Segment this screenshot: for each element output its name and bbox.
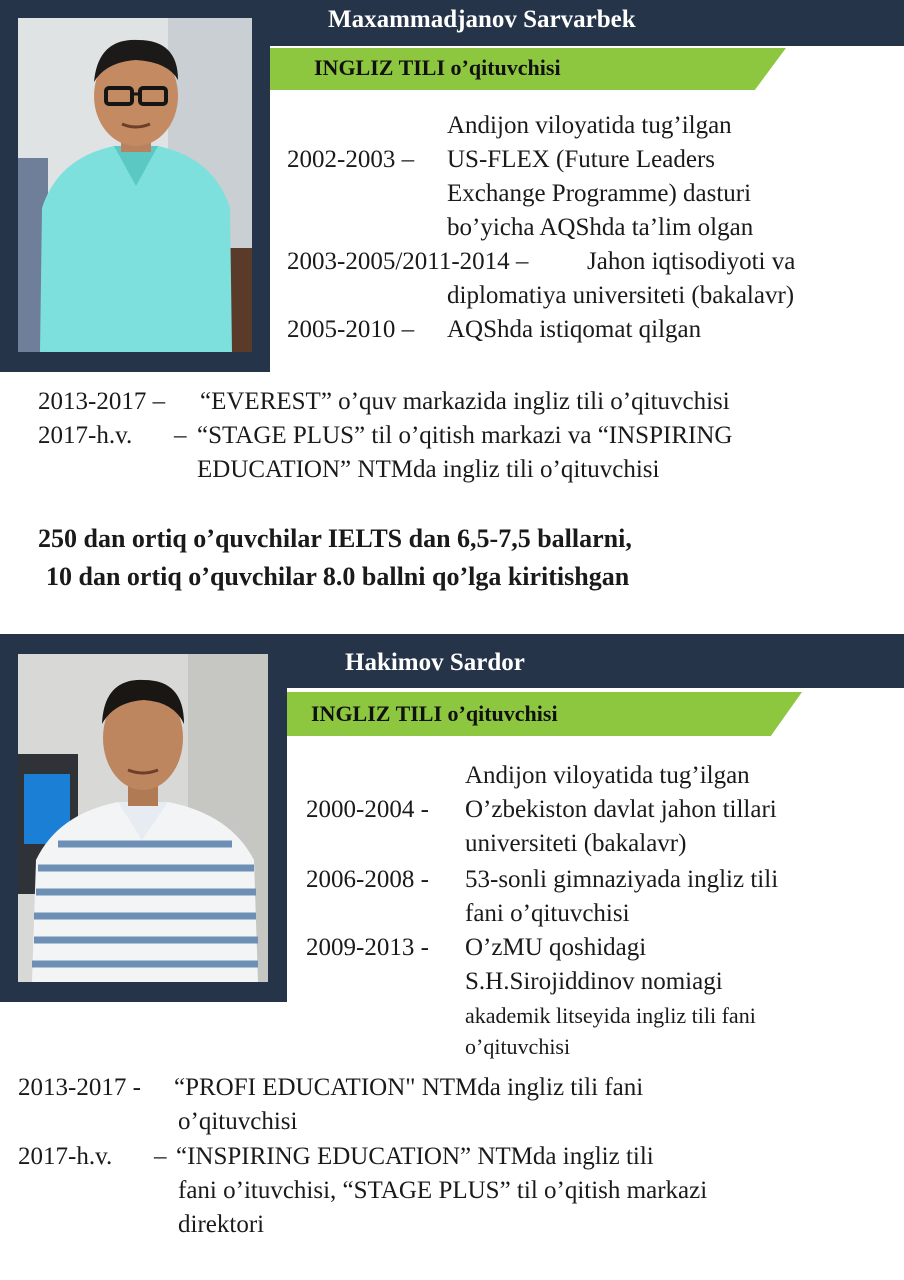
career-line: fani o’ituvchisi, “STAGE PLUS” til o’qitish markazi (178, 1177, 708, 1204)
teacher-photo (18, 18, 252, 352)
bio-line: Andijon viloyatida tug’ilgan (447, 112, 732, 139)
career-line: o’qituvchisi (178, 1108, 298, 1135)
career-year: 2013-2017 - (18, 1074, 141, 1101)
career-year: 2017-h.v. (18, 1143, 113, 1170)
bio-year: 2002-2003 – (287, 146, 415, 173)
bio-year: 2003-2005/2011-2014 – (287, 248, 529, 275)
career-dash: – (174, 422, 187, 449)
career-line: “EVEREST” o’quv markazida ingliz tili o’qituvchisi (200, 388, 730, 415)
bio-year: 2000-2004 - (306, 796, 429, 823)
bio-line: O’zbekiston davlat jahon tillari (465, 796, 777, 823)
bio-line: diplomatiya universiteti (bakalavr) (447, 282, 795, 309)
bio-line: Jahon iqtisodiyoti va (587, 248, 796, 275)
bio-line: o’qituvchisi (465, 1034, 571, 1059)
teacher-name: Maxammadjanov Sarvarbek (328, 6, 636, 33)
achievement-line: 250 dan ortiq o’quvchilar IELTS dan 6,5-7,5 ballarni, (38, 524, 632, 553)
career-line: “INSPIRING EDUCATION” NTMda ingliz tili (176, 1143, 654, 1170)
bio-line: O’zMU qoshidagi (465, 934, 647, 961)
teacher-role: INGLIZ TILI o’qituvchisi (311, 701, 558, 726)
teacher-photo (18, 654, 268, 982)
bio-line: S.H.Sirojiddinov nomiagi (465, 968, 723, 995)
bio-line: 53-sonli gimnaziyada ingliz tili (465, 866, 779, 893)
bio-line: Exchange Programme) dasturi (447, 180, 752, 207)
bio-line: AQShda istiqomat qilgan (447, 316, 702, 343)
career-line: “PROFI EDUCATION" NTMda ingliz tili fani (174, 1074, 644, 1101)
career-year: 2017-h.v. (38, 422, 133, 449)
achievement-line: 10 dan ortiq o’quvchilar 8.0 ballni qo’lga kiritishgan (46, 562, 630, 591)
bio-line: Andijon viloyatida tug’ilgan (465, 762, 750, 789)
bio-line: bo’yicha AQShda ta’lim olgan (447, 214, 754, 241)
career-line: direktori (178, 1211, 265, 1238)
career-line: “STAGE PLUS” til o’qitish markazi va “INSPIRING (197, 422, 733, 449)
bio-line: fani o’qituvchisi (465, 900, 630, 927)
bio-year: 2009-2013 - (306, 934, 429, 961)
bio-year: 2005-2010 – (287, 316, 415, 343)
bio-line: US-FLEX (Future Leaders (447, 146, 715, 173)
career-line: EDUCATION” NTMda ingliz tili o’qituvchisi (197, 456, 660, 483)
career-dash: – (154, 1143, 167, 1170)
teacher-name: Hakimov Sardor (345, 649, 525, 676)
teacher-role: INGLIZ TILI o’qituvchisi (314, 55, 561, 80)
career-year: 2013-2017 – (38, 388, 166, 415)
bio-line: universiteti (bakalavr) (465, 830, 687, 857)
bio-line: akademik litseyida ingliz tili fani (465, 1003, 756, 1028)
bio-year: 2006-2008 - (306, 866, 429, 893)
